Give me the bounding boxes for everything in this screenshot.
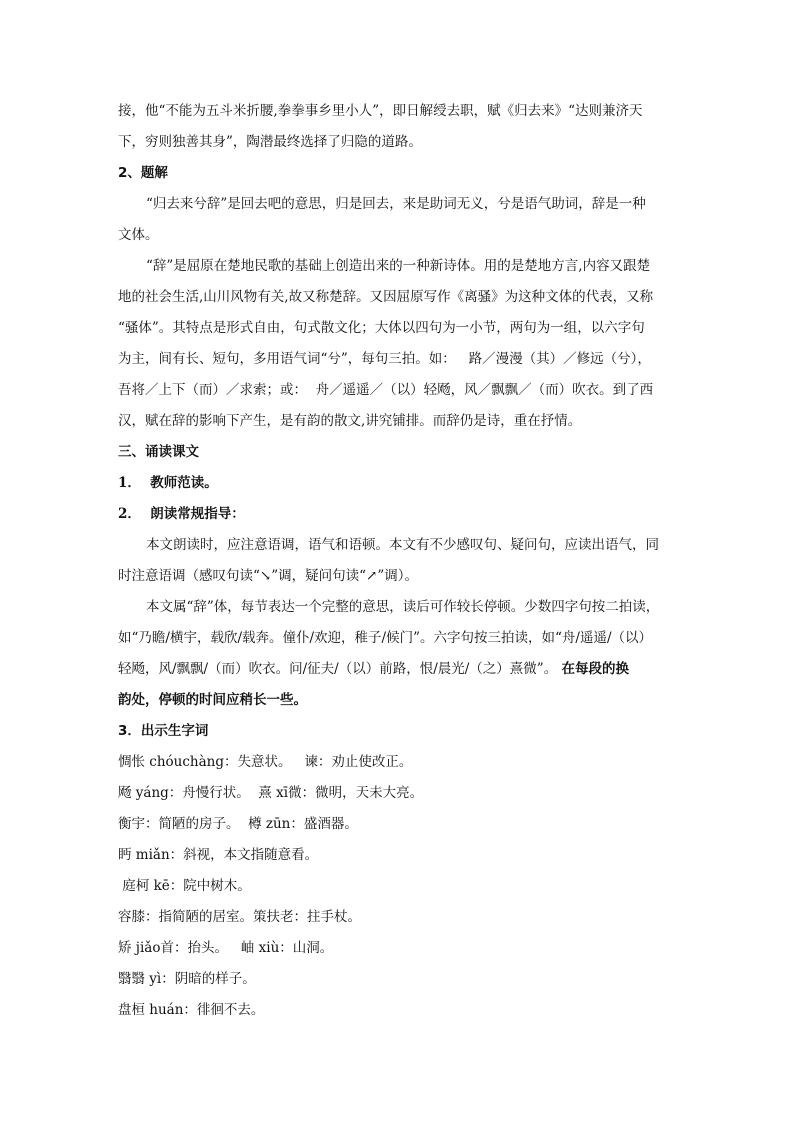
text-line: 地的社会生活,山川风物有关,故又称楚辞。又因屈原写作《离骚》为这种文体的代表，又称 [118,289,654,305]
text-line: 本文属“辞”体，每节表达一个完整的意思，读后可作较长停顿。少数四字句按二拍读， [146,599,660,615]
vocab-line: 衡宇：简陋的房子。 樽 zūn：盛酒器。 [118,816,358,832]
vocab-line: 飏 yáng：舟慢行状。 熹 xī微：微明，天未大亮。 [118,785,424,801]
text-line: 如“乃瞻/横宇，载欣/载奔。僮仆/欢迎，稚子/候门”。六字句按三拍读，如“舟/遥遥/（以） [118,630,652,646]
subheading-teacher-reading: 1． 教师范读。 [118,475,218,491]
vocab-line: 矫 jiǎo首：抬头。 岫 xiù：山洞。 [118,940,334,956]
vocab-line: 惆怅 chóuchàng：失意状。 谏：劝止使改正。 [118,754,413,770]
text-line: 接，他“不能为五斗米折腰,拳拳事乡里小人”，即日解绶去职，赋《归去来》“达则兼济天 [118,103,643,119]
vocab-line: 翳翳 yì：阴暗的样子。 [118,971,256,987]
text-line: 时注意语调（感叹句读“↘”调，疑问句读“↗”调）。 [118,568,418,584]
bold-text-span: 在每段的换 [561,661,629,677]
subheading-reading-guide: 2． 朗读常规指导： [118,506,245,522]
text-line: 下，穷则独善其身”，陶潜最终选择了归隐的道路。 [118,134,422,150]
text-span: 轻飏，风/飘飘/（而）吹衣。问/征夫/（以）前路，恨/晨光/（之）熹微”。 [118,661,562,677]
text-line: 吾将／上下（而）／求索；或： 舟／遥遥／（以）轻飏，风／飘飘／（而）吹衣。到了西 [118,382,654,398]
section-heading-recitation: 三、诵读课文 [118,444,199,460]
text-line: “辞”是屈原在楚地民歌的基础上创造出来的一种新诗体。用的是楚地方言,内容又跟楚 [146,258,651,274]
section-heading-tijie: 2、题解 [118,165,168,181]
text-line: 文体。 [118,227,159,243]
text-line: 为主，间有长、短句，多用语气词“兮”，每句三拍。如： 路／漫漫（其）／修远（兮）， [118,351,651,367]
subheading-new-words: 3．出示生字词 [118,723,209,739]
text-line: “骚体”。其特点是形式自由，句式散文化；大体以四句为一小节，两句为一组，以六字句 [118,320,645,336]
vocab-line: 眄 miǎn：斜视，本文指随意看。 [118,847,319,863]
text-line: 韵处，停顿的时间应稍长一些。 [118,692,307,708]
vocab-line: 容膝：指简陋的居室。策扶老：拄手杖。 [118,909,361,925]
text-line: 本文朗读时，应注意语调，语气和语顿。本文有不少感叹句、疑问句，应读出语气，同 [146,537,659,553]
text-line: 汉，赋在辞的影响下产生，是有韵的散文,讲究铺排。而辞仍是诗，重在抒情。 [118,413,582,429]
text-line: “归去来兮辞”是回去吧的意思，归是回去，来是助词无义，兮是语气助词，辞是一种 [146,196,646,212]
vocab-line: 庭柯 kē：院中树木。 [118,878,251,894]
vocab-line: 盘桓 huán：徘徊不去。 [118,1002,265,1018]
text-line [118,654,694,685]
